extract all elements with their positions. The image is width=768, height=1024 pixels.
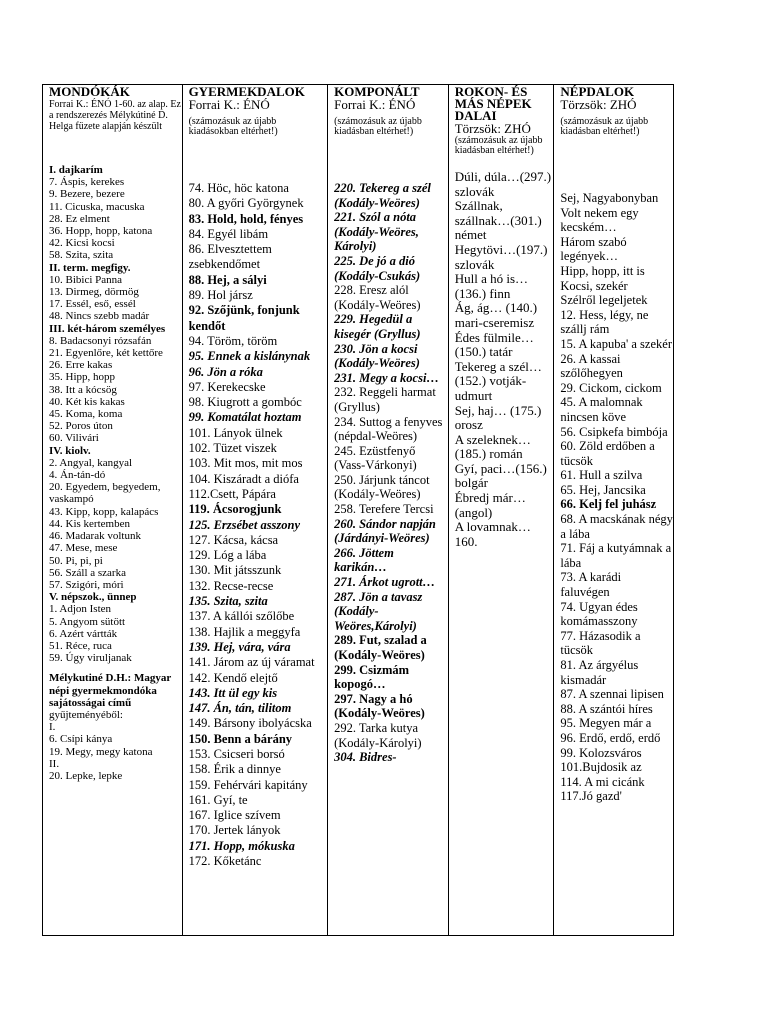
list-item: 141. Járom az új váramat <box>188 655 315 670</box>
list-item: 56. Száll a szarka <box>49 566 126 579</box>
list-item: 59. Úgy viruljanak <box>49 652 132 665</box>
list-item: Gyí, paci…(156.) bolgár <box>454 460 547 491</box>
list-item: 143. Itt ül egy kis <box>188 685 278 700</box>
list-item: 170. Jertek lányok <box>188 823 281 838</box>
column-title: ROKON- ÉS MÁS NÉPEK DALAI <box>454 85 532 123</box>
column-title: KOMPONÁLT <box>334 85 420 99</box>
list-item: 103. Mit mos, mit mos <box>188 456 303 471</box>
list-item: 150. Benn a bárány <box>188 731 293 746</box>
list-item: 57. Szigóri, móri <box>49 578 124 591</box>
list-item: 60. Vilivári <box>49 432 99 445</box>
list-item: 289. Fut, szalad a (Kodály-Weöres) <box>334 633 427 662</box>
column-subtitle: Forrai K.: ÉNÓ <box>334 97 416 112</box>
list-item: 56. Csipkefa bimbója <box>560 424 668 439</box>
list-item: 99. Komatálat hoztam <box>188 410 302 425</box>
list-item: 38. Itt a kócsög <box>49 383 117 396</box>
list-item: 129. Lóg a lába <box>188 548 267 563</box>
list-item: Ág, ág… (140.) mari-cseremisz <box>454 300 538 330</box>
list-item: 89. Hol jársz <box>188 288 253 303</box>
list-item: 71. Fáj a kutyámnak a lába <box>560 541 672 570</box>
list-item: 20. Egyedem, begyedem, vaskampó <box>49 481 161 506</box>
list-item: 4. Án-tán-dó <box>49 469 106 482</box>
list-item: 159. Fehérvári kapitány <box>188 777 308 792</box>
list-item: 119. Ácsorogjunk <box>188 502 282 517</box>
list-item: 61. Hull a szilva <box>560 468 643 483</box>
list-item: 147. Án, tán, tilitom <box>188 701 292 716</box>
list-item: 220. Tekereg a szél (Kodály-Weöres) <box>334 181 431 210</box>
list-item: I. <box>49 721 56 734</box>
list-item: 229. Hegedül a kisegér (Gryllus) <box>334 312 421 341</box>
column-note: (számozásuk az újabb kiadásban eltérhet!) <box>454 135 543 156</box>
list-item: 58. Szita, szita <box>49 249 114 262</box>
list-item: 225. De jó a dió (Kodály-Csukás) <box>334 253 421 283</box>
list-item: 6. Azért vártták <box>49 627 118 640</box>
list-item: 117.Jó gazd' <box>560 789 622 804</box>
list-item: 5. Angyom sütött <box>49 615 126 628</box>
list-item: 12. Hess, légy, ne szállj rám <box>560 307 649 337</box>
list-item: 51. Réce, ruca <box>49 639 112 652</box>
list-item: 40. Két kis kakas <box>49 395 125 408</box>
list-item: 15. A kapuba' a szekér <box>560 336 672 351</box>
list-item: 7. Áspis, kerekes <box>49 176 125 189</box>
list-item: 77. Házasodik a tücsök <box>560 628 641 658</box>
list-item: 102. Tüzet viszek <box>188 441 277 456</box>
column-note: (számozásuk az újabb kiadásban eltérhet!) <box>334 116 422 137</box>
list-item: A lovamnak…160. <box>454 519 531 549</box>
list-item: Sej, haj… (175.) orosz <box>454 402 542 433</box>
list-item: 26. A kassai szőlőhegyen <box>560 351 623 381</box>
list-item: 112.Csett, Pápára <box>188 486 276 501</box>
list-item: 171. Hopp, mókuska <box>188 838 295 853</box>
list-item: 135. Szita, szita <box>188 594 268 609</box>
list-item: 271. Árkot ugrott… <box>334 575 436 590</box>
list-item: 101. Lányok ülnek <box>188 425 283 440</box>
song-table <box>42 84 674 936</box>
list-item: 172. Kőketánc <box>188 854 262 869</box>
list-item: 101.Bujdosik az <box>560 760 642 775</box>
list-item: 230. Jön a kocsi (Kodály-Weöres) <box>334 341 420 371</box>
list-item: 47. Mese, mese <box>49 542 118 555</box>
list-item: 81. Az árgyélus kismadár <box>560 658 639 687</box>
list-item: 266. Jöttem karikán… <box>334 545 394 575</box>
item-list <box>560 191 673 804</box>
list-item: 48. Nincs szebb madár <box>49 310 150 323</box>
list-item: 84. Egyél libám <box>188 226 269 241</box>
list-item: 299. Csizmám kopogó… <box>334 662 410 692</box>
item-list <box>189 181 328 869</box>
list-item: 260. Sándor napján (Járdányi-Weöres) <box>334 516 436 546</box>
list-item: 20. Lepke, lepke <box>49 769 123 782</box>
list-item: II. term. megfigy. <box>49 261 131 274</box>
list-item: 92. Szőjünk, fonjunk kendőt <box>188 303 300 333</box>
list-item: 96. Erdő, erdő, erdő <box>560 730 661 745</box>
list-item: 9. Bezere, bezere <box>49 188 125 201</box>
list-item: 231. Megy a kocsi… <box>334 370 439 385</box>
list-item: Szélről legeljetek <box>560 293 648 308</box>
column-note: (számozásuk az újabb kiadásban eltérhet!) <box>560 116 649 137</box>
list-item: 234. Suttog a fenyves (népdal-Weöres) <box>334 414 443 444</box>
list-item: 139. Hej, vára, vára <box>188 639 291 654</box>
column-rokon-nepek <box>449 85 555 935</box>
list-item: 137. A kállói szőlőbe <box>188 609 295 624</box>
list-item: 98. Kiugrott a gombóc <box>188 395 302 410</box>
column-subtitle: Törzsök: ZHÓ <box>454 121 531 136</box>
item-list <box>49 164 182 782</box>
list-item: 95. Ennek a kislánynak <box>188 349 311 364</box>
list-item: 8. Badacsonyi rózsafán <box>49 334 152 347</box>
list-item: 228. Eresz alól (Kodály-Weöres) <box>334 283 421 312</box>
column-title: NÉPDALOK <box>560 85 635 99</box>
list-item: 132. Recse-recse <box>188 578 274 593</box>
list-item: 94. Töröm, töröm <box>188 333 278 348</box>
list-item: 292. Tarka kutya (Kodály-Károlyi) <box>334 720 422 750</box>
list-item: 88. A szántói híres <box>560 701 653 716</box>
list-item: Hipp, hopp, itt is Kocsi, szekér <box>560 263 645 293</box>
list-item: 66. Kelj fel juhász <box>560 497 657 512</box>
column-note: (számozásuk az újabb kiadásokban eltérhet!) <box>188 116 278 137</box>
list-item: 221. Szól a nóta (Kodály-Weöres, Károlyi) <box>334 210 419 254</box>
list-item: 21. Egyenlőre, két kettőre <box>49 347 163 360</box>
list-item: 50. Pi, pi, pi <box>49 554 103 567</box>
list-item: 74. Höc, höc katona <box>188 181 289 195</box>
column-subtitle: Törzsök: ZHÓ <box>560 97 637 112</box>
list-item: 46. Madarak voltunk <box>49 530 141 543</box>
list-item: 26. Erre kakas <box>49 359 113 372</box>
list-item: 13. Dirmeg, dörmög <box>49 286 139 299</box>
list-item: 258. Terefere Tercsi <box>334 502 434 517</box>
list-item: Sej, Nagyabonyban <box>560 191 659 205</box>
column-gyermekdalok <box>183 85 329 935</box>
list-item: 161. Gyí, te <box>188 792 248 807</box>
list-item: 73. A karádi faluvégen <box>560 570 622 600</box>
list-item: 153. Csicseri borsó <box>188 746 285 761</box>
column-mondokak <box>43 85 183 935</box>
list-item: A szeleknek…(185.) román <box>454 431 531 462</box>
column-subtitle: Forrai K.: ÉNÓ 1-60. az alap. Ez a rendszerezés Mélykútiné D. Helga füzete alapján készült <box>49 99 181 132</box>
list-item: 45. Koma, koma <box>49 408 123 421</box>
list-item: 158. Érik a dinnye <box>188 762 281 777</box>
list-item: Ébredj már…(angol) <box>454 490 526 520</box>
list-item: 1. Adjon Isten <box>49 603 112 616</box>
list-item: 52. Poros úton <box>49 420 113 433</box>
list-item: 74. Ugyan édes komámasszony <box>560 599 638 629</box>
column-title: MONDÓKÁK <box>49 85 130 99</box>
list-item: IV. kiolv. <box>49 444 91 457</box>
list-item: 127. Kácsa, kácsa <box>188 532 279 547</box>
list-item: 97. Kerekecske <box>188 379 266 394</box>
list-item: 28. Ez elment <box>49 212 110 225</box>
list-item: 96. Jön a róka <box>188 364 263 379</box>
list-item: Hegytövi…(197.) szlovák <box>454 241 548 272</box>
item-list <box>455 170 554 549</box>
list-item: 232. Reggeli harmat (Gryllus) <box>334 385 436 414</box>
column-komponalt <box>328 85 449 935</box>
list-item: 68. A macskának négy a lába <box>560 512 673 541</box>
list-item: 11. Cicuska, macuska <box>49 200 145 213</box>
list-item: 149. Bársony ibolyácska <box>188 716 312 731</box>
list-item: Édes fülmile…(150.) tatár <box>454 329 534 360</box>
list-item: 87. A szennai lipisen <box>560 687 664 702</box>
list-item: 142. Kendő elejtő <box>188 670 278 685</box>
list-item: Tekereg a szél…(152.) votják-udmurt <box>454 358 542 403</box>
list-item: 83. Hold, hold, fényes <box>188 211 304 226</box>
list-item: 36. Hopp, hopp, katona <box>49 225 153 238</box>
list-item: Volt nekem egy kecském… <box>560 205 639 235</box>
list-item: Dúli, dúla…(297.) szlovák <box>454 169 552 199</box>
list-item: gyűjteményéből: <box>49 708 123 721</box>
list-item: 250. Járjunk táncot (Kodály-Weöres) <box>334 472 430 502</box>
list-item: 43. Kipp, kopp, kalapács <box>49 505 159 518</box>
list-item: 60. Zöld erdőben a tücsök <box>560 439 655 468</box>
list-item: 10. Bibici Panna <box>49 273 123 286</box>
list-item: 99. Kolozsváros <box>560 745 642 760</box>
list-item: 2. Angyal, kangyal <box>49 456 133 469</box>
list-item: 80. A győri Györgynek <box>188 196 304 211</box>
list-item: 245. Ezüstfenyő (Vass-Várkonyi) <box>334 443 417 473</box>
list-item: 35. Hipp, hopp <box>49 371 115 384</box>
column-nepdalok <box>554 85 673 935</box>
list-item: II. <box>49 757 60 770</box>
list-item: 114. A mi cicánk <box>560 774 645 789</box>
list-item: 287. Jön a tavasz (Kodály-Weöres,Károlyi) <box>334 589 423 633</box>
item-list <box>334 181 448 765</box>
list-item: 42. Kicsi kocsi <box>49 237 115 250</box>
list-item: Szállnak, szállnak…(301.) német <box>454 198 542 243</box>
list-item: Hull a hó is…(136.) finn <box>454 271 529 301</box>
list-item: 86. Elvesztettem zsebkendőmet <box>188 242 272 272</box>
list-item: 6. Csípi kánya <box>49 733 113 746</box>
list-item: I. dajkarím <box>49 164 103 176</box>
list-item: 304. Bidres- <box>334 750 397 765</box>
list-item: 44. Kis kertemben <box>49 517 130 530</box>
list-item: 125. Erzsébet asszony <box>188 517 301 532</box>
column-subtitle: Forrai K.: ÉNÓ <box>188 97 270 112</box>
list-item: V. népszok., ünnep <box>49 591 137 604</box>
list-item <box>49 664 182 672</box>
list-item: 297. Nagy a hó (Kodály-Weöres) <box>334 691 425 721</box>
list-item: 167. Iglice szívem <box>188 808 281 823</box>
list-item: 130. Mit játsszunk <box>188 563 282 578</box>
column-title: GYERMEKDALOK <box>188 85 305 99</box>
list-item: 65. Hej, Jancsika <box>560 482 646 497</box>
list-item: 45. A malomnak nincsen köve <box>560 395 643 424</box>
list-item: 104. Kiszáradt a diófa <box>188 471 299 486</box>
list-item: Mélykutiné D.H.: Magyar népi gyermekmondóka sajátosságai című <box>49 672 172 709</box>
list-item: 95. Megyen már a <box>560 716 652 731</box>
list-item: 19. Megy, megy katona <box>49 745 153 758</box>
list-item: Három szabó legények… <box>560 234 627 264</box>
list-item: 29. Cickom, cickom <box>560 380 662 395</box>
list-item: 17. Essél, eső, essél <box>49 298 136 311</box>
list-item: 138. Hajlik a meggyfa <box>188 624 301 639</box>
list-item: 88. Hej, a sályi <box>188 272 267 287</box>
list-item: III. két-három személyes <box>49 322 166 335</box>
